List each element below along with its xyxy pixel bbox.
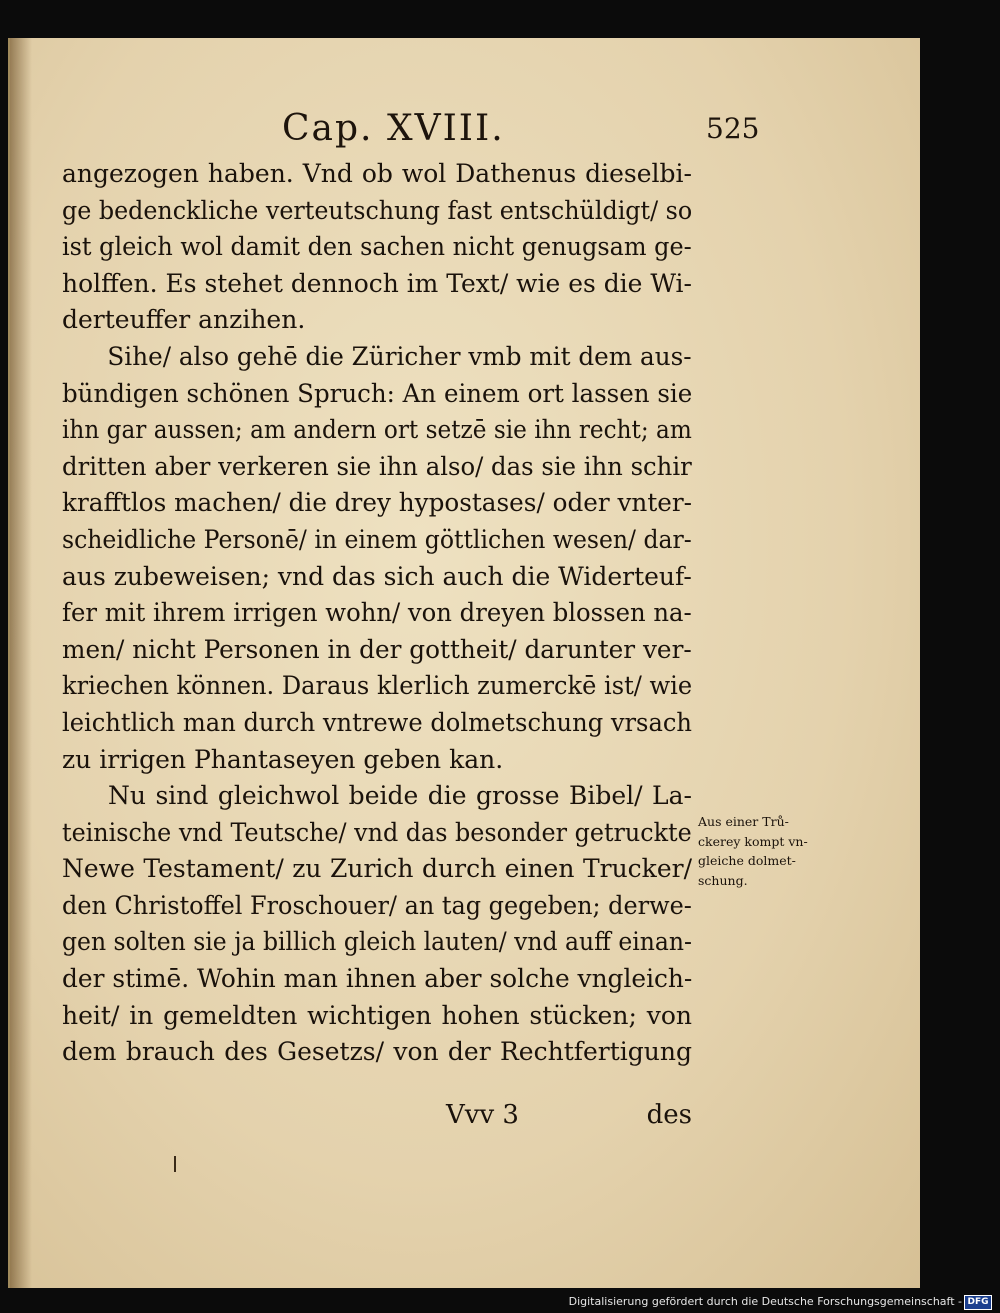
- text-line: leichtlich man durch vntrewe dolmetschung vrsach: [62, 707, 693, 737]
- marginal-note-line: schung.: [698, 872, 748, 888]
- chapter-title: Cap. XVIII.: [282, 108, 505, 149]
- text-line: holffen. Es stehet dennoch im Text/ wie es die Wi-: [62, 268, 692, 298]
- catchword: des: [646, 1100, 692, 1130]
- text-line: der stimē. Wohin man ihnen aber solche vngleich-: [62, 964, 693, 994]
- text-line: Newe Testament/ zu Zurich durch einen Trucker/: [62, 854, 692, 884]
- text-line: ihn gar aussen; am andern ort setzē sie ihn recht; am: [62, 415, 692, 445]
- marginal-note: [698, 812, 838, 890]
- text-line: derteuffer anzihen.: [62, 305, 306, 335]
- text-line: men/ nicht Personen in der gottheit/ darunter ver-: [62, 634, 692, 664]
- text-line: dem brauch des Gesetzs/ von der Rechtfertigung: [62, 1037, 692, 1067]
- text-line: heit/ in gemeldten wichtigen hohen stücken; von: [62, 1000, 692, 1030]
- text-line: aus zubeweisen; vnd das sich auch die Widerteuf-: [62, 561, 692, 591]
- text-line: Nu sind gleichwol beide die grosse Bibel/ La-: [108, 781, 692, 811]
- footer-bar: [0, 1292, 1000, 1313]
- running-head: [10, 108, 920, 158]
- text-line: angezogen haben. Vnd ob wol Dathenus dieselbi-: [62, 159, 692, 188]
- dfg-logo: DFG: [964, 1295, 992, 1310]
- text-line: teinische vnd Teutsche/ vnd das besonder getruckte: [62, 817, 692, 847]
- text-line: ist gleich wol damit den sachen nicht genugsam ge-: [62, 232, 692, 262]
- body-text: [62, 156, 692, 1071]
- text-line: den Christoffel Froschouer/ an tag gegeben; derwe-: [62, 890, 692, 920]
- text-line: kriechen können. Daraus klerlich zumerckē ist/ wie: [62, 671, 693, 701]
- text-line: gen solten sie ja billich gleich lauten/ vnd auff einan-: [62, 927, 692, 957]
- text-line: Sihe/ also gehē die Züricher vmb mit dem aus-: [107, 341, 692, 371]
- signature-mark: Vvv 3: [446, 1100, 519, 1130]
- funding-credit: Digitalisierung gefördert durch die Deutsche Forschungsgemeinschaft -: [568, 1295, 962, 1308]
- text-line: bündigen schönen Spruch: An einem ort lassen sie: [62, 378, 693, 408]
- page-number: 525: [706, 112, 760, 145]
- marginal-note-line: ckerey kompt vn-: [698, 833, 808, 849]
- text-line: zu irrigen Phantaseyen geben kan.: [62, 744, 504, 774]
- catchword-row: [62, 1100, 692, 1140]
- text-line: ge bedenckliche verteutschung fast entschüldigt/ so: [62, 195, 693, 225]
- marginal-note-line: Aus einer Trů-: [698, 814, 789, 829]
- text-line: scheidliche Personē/ in einem göttlichen wesen/ dar-: [62, 524, 692, 554]
- text-line: krafftlos machen/ die drey hypostases/ oder vnter-: [62, 488, 692, 518]
- book-page: [8, 38, 920, 1288]
- spine-shadow: [10, 38, 32, 1288]
- text-line: dritten aber verkeren sie ihn also/ das sie ihn schir: [62, 451, 692, 481]
- ink-mark: [174, 1156, 176, 1172]
- marginal-note-line: gleiche dolmet-: [698, 853, 796, 868]
- text-line: fer mit ihrem irrigen wohn/ von dreyen blossen na-: [62, 598, 692, 628]
